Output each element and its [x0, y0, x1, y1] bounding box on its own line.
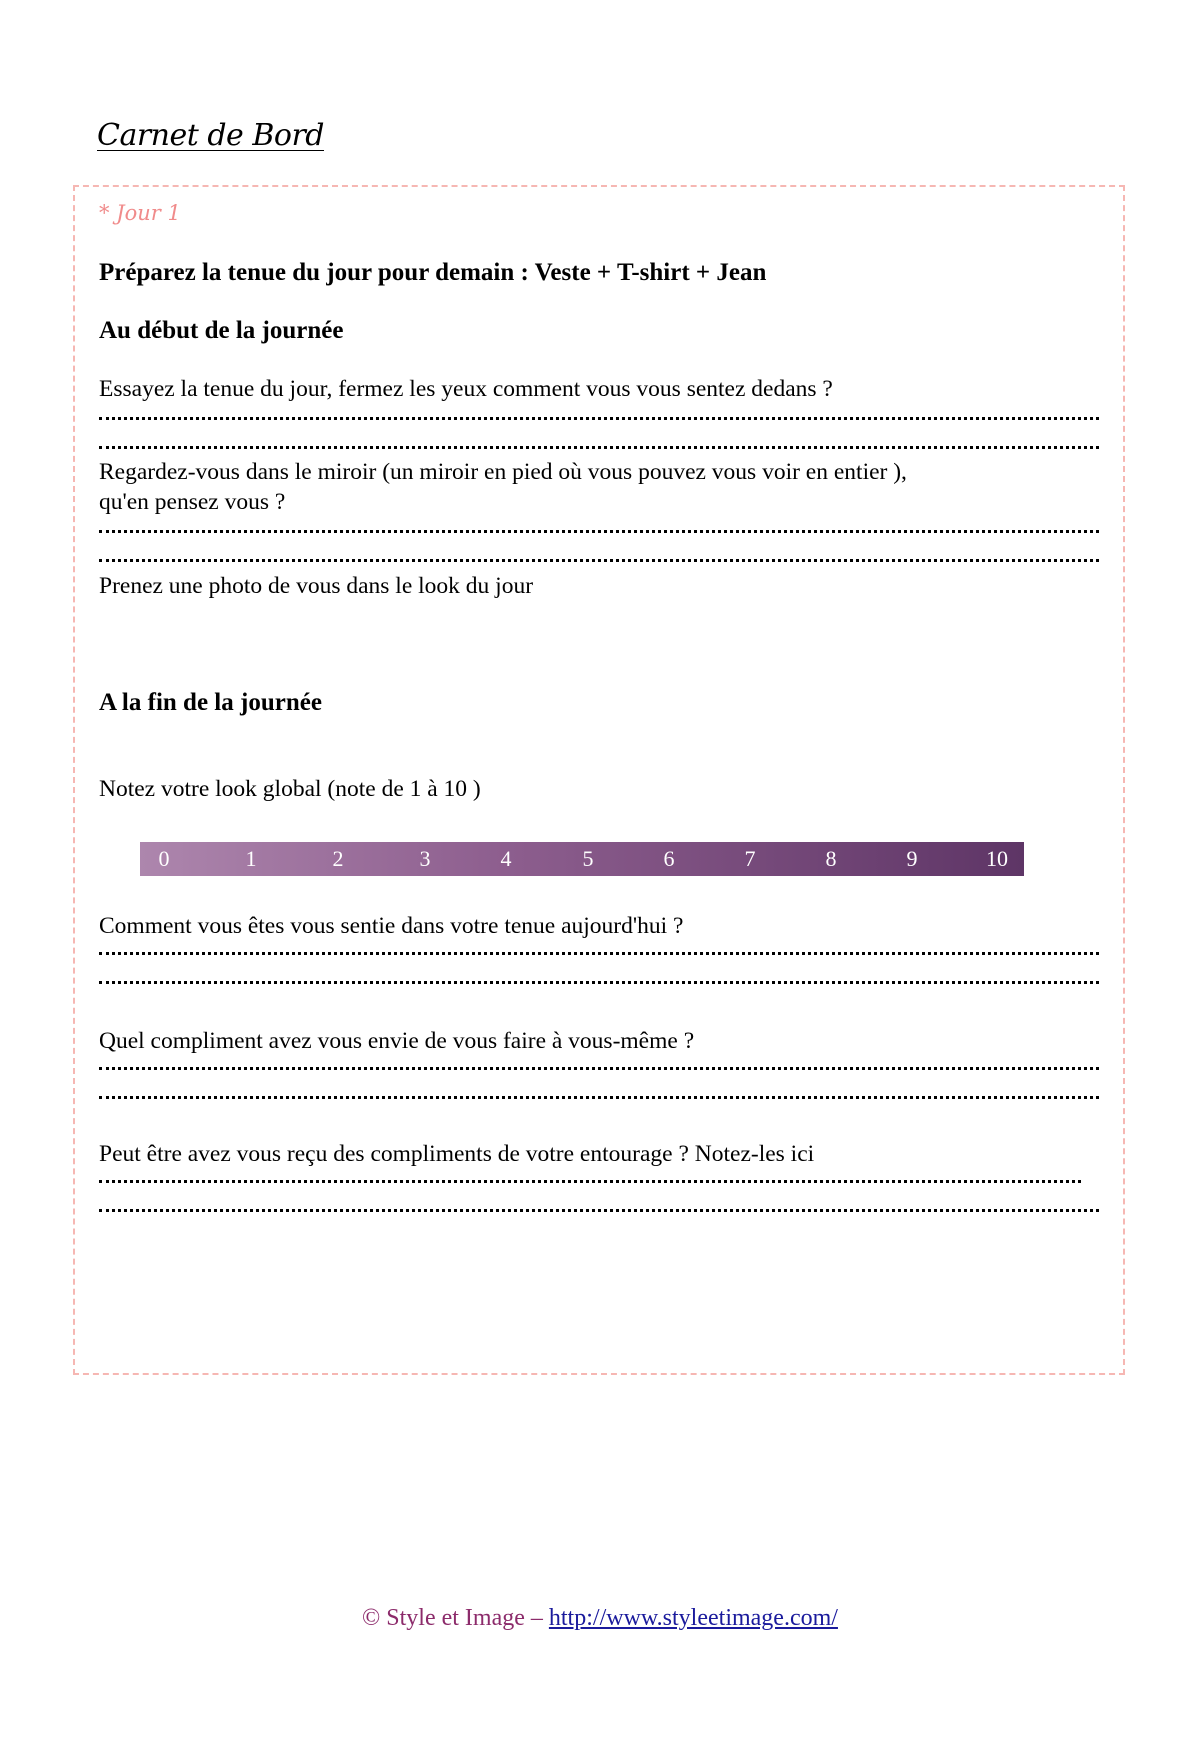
scale-value: 10	[986, 846, 1008, 871]
scale-value: 4	[500, 846, 512, 871]
scale-value: 7	[744, 846, 756, 871]
question-mirror-line2: qu'en pensez vous ?	[99, 489, 286, 515]
answer-line	[99, 417, 1099, 420]
answer-line	[99, 952, 1099, 955]
question-felt-today: Comment vous êtes vous sentie dans votre tenue aujourd'hui ?	[99, 913, 684, 939]
section-end-heading: A la fin de la journée	[99, 689, 322, 716]
section-start-heading: Au début de la journée	[99, 317, 344, 344]
rating-instruction: Notez votre look global (note de 1 à 10 )	[99, 776, 481, 802]
question-mirror-line1: Regardez-vous dans le miroir (un miroir en pied où vous pouvez vous voir en entier ),	[99, 459, 907, 485]
answer-line	[99, 1096, 1099, 1099]
scale-value: 3	[419, 846, 431, 871]
scale-value: 2	[332, 846, 344, 871]
journal-frame	[73, 185, 1125, 1375]
copyright-text: © Style et Image –	[362, 1605, 549, 1631]
answer-line	[99, 559, 1099, 562]
scale-value: 6	[663, 846, 675, 871]
photo-instruction: Prenez une photo de vous dans le look du jour	[99, 573, 534, 599]
document-title: Carnet de Bord	[97, 118, 324, 153]
page-footer	[0, 1605, 1200, 1632]
scale-value: 9	[906, 846, 918, 871]
answer-line	[99, 1209, 1099, 1212]
day-label: * Jour 1	[99, 201, 181, 225]
question-received-compliments: Peut être avez vous reçu des compliments de votre entourage ? Notez-les ici	[99, 1141, 815, 1167]
scale-value: 1	[245, 846, 257, 871]
answer-line	[99, 1180, 1081, 1183]
website-link[interactable]: http://www.styleetimage.com/	[548, 1605, 838, 1631]
answer-line	[99, 981, 1099, 984]
outfit-instruction: Préparez la tenue du jour pour demain : Veste + T-shirt + Jean	[99, 259, 767, 286]
scale-value: 5	[582, 846, 594, 871]
question-self-compliment: Quel compliment avez vous envie de vous faire à vous-même ?	[99, 1028, 695, 1054]
answer-line	[99, 1067, 1099, 1070]
scale-value: 8	[825, 846, 837, 871]
answer-line	[99, 530, 1099, 533]
scale-value: 0	[158, 846, 170, 871]
question-feel-eyes-closed: Essayez la tenue du jour, fermez les yeux comment vous vous sentez dedans ?	[99, 376, 833, 402]
rating-scale	[140, 842, 1024, 876]
answer-line	[99, 446, 1099, 449]
